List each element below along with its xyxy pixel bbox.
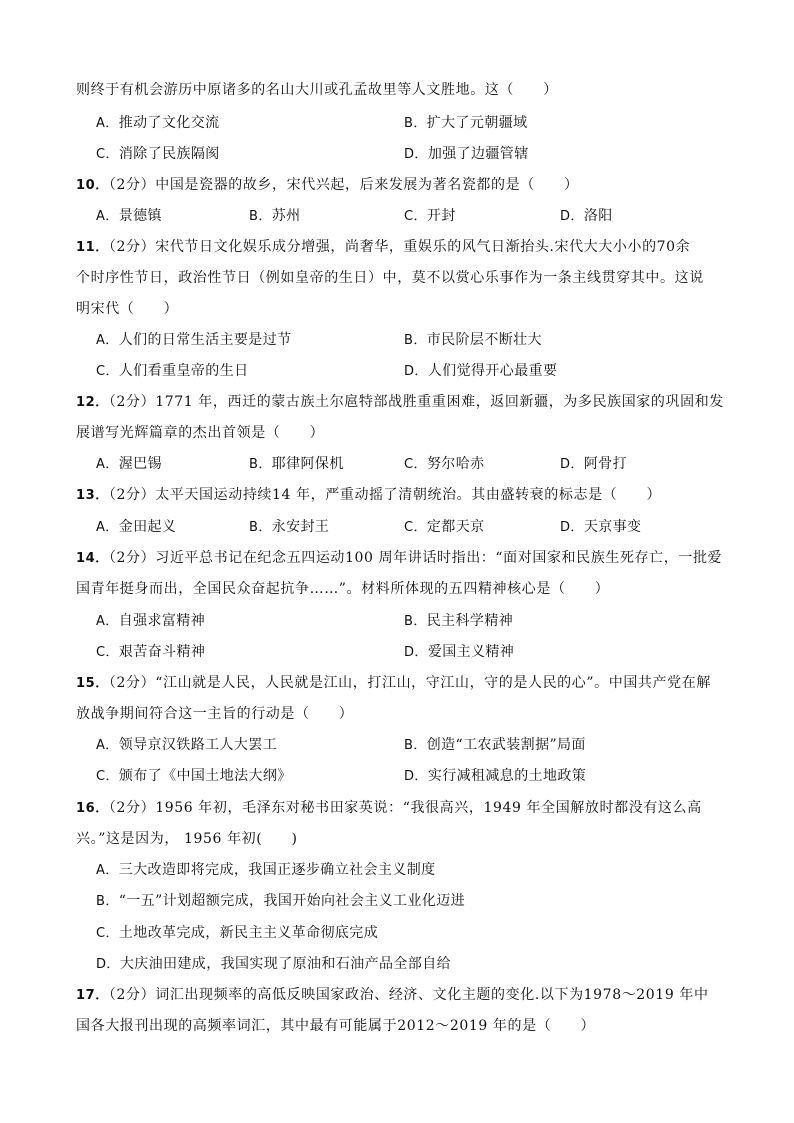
- option-key: A．: [96, 520, 119, 535]
- option-text: 人们看重皇帝的生日: [118, 363, 249, 379]
- option-key: B．: [404, 738, 427, 753]
- q13-option-b[interactable]: [249, 516, 329, 538]
- option-key: A．: [96, 863, 119, 878]
- option-key: A．: [96, 457, 119, 472]
- q16-option-b[interactable]: [96, 890, 465, 912]
- option-key: B．: [96, 894, 119, 909]
- option-text: 扩大了元朝疆域: [426, 115, 528, 131]
- option-text: 大庆油田建成，我国实现了原油和石油产品全部自给: [119, 956, 452, 972]
- option-key: B．: [249, 520, 272, 535]
- option-key: B．: [404, 333, 427, 348]
- option-key: B．: [404, 614, 427, 629]
- q10-stem: [0, 174, 794, 196]
- option-text: 艰苦奋斗精神: [118, 644, 206, 660]
- option-key: D．: [404, 147, 428, 162]
- question-text: 太平天国运动持续14 年，严重动摇了清朝统治。其由盛转衰的标志是（ ）: [155, 487, 662, 503]
- q13-option-d[interactable]: [560, 516, 641, 538]
- question-number: 12．: [76, 395, 109, 410]
- q11-option-d[interactable]: [404, 360, 557, 382]
- question-score: （2分）: [108, 177, 156, 193]
- option-key: B．: [404, 116, 427, 131]
- option-text: 三大改造即将完成，我国正逐步确立社会主义制度: [118, 862, 436, 878]
- question-score: （2分）: [108, 800, 156, 816]
- option-key: A．: [96, 614, 119, 629]
- option-text: 定都天京: [426, 519, 485, 535]
- option-key: D．: [404, 364, 428, 379]
- option-text: 永安封王: [271, 519, 330, 535]
- option-key: C．: [96, 147, 119, 162]
- q12-stem-line1: [0, 391, 794, 413]
- option-key: D．: [560, 457, 584, 472]
- option-text: 努尔哈赤: [426, 456, 485, 472]
- option-key: C．: [96, 926, 119, 941]
- option-text: 洛阳: [583, 208, 613, 224]
- question-text: 习近平总书记在纪念五四运动100 周年讲话时指出：“面对国家和民族生死存亡，一批爱: [155, 550, 723, 566]
- q15-stem-line1: [0, 672, 794, 694]
- option-key: C．: [404, 520, 427, 535]
- q10-option-b[interactable]: [249, 205, 301, 227]
- option-text: 民主科学精神: [426, 613, 514, 629]
- option-text: 自强求富精神: [118, 613, 206, 629]
- q17-stem-line2: 国各大报刊出现的高频率词汇，其中最有可能属于2012～2019 年的是（ ）: [76, 1018, 596, 1034]
- q9-option-b[interactable]: [404, 112, 528, 134]
- option-text: 耶律阿保机: [271, 456, 344, 472]
- option-text: 创造“工农武装割据”局面: [426, 737, 586, 753]
- option-key: A．: [96, 209, 119, 224]
- option-key: D．: [560, 520, 584, 535]
- q12-stem-line2: 展谱写光辉篇章的杰出首领是（ ）: [76, 425, 325, 441]
- option-text: 土地改革完成，新民主主义革命彻底完成: [118, 925, 379, 941]
- question-number: 16．: [76, 801, 109, 816]
- option-key: A．: [96, 738, 119, 753]
- option-key: A．: [96, 333, 119, 348]
- option-text: 苏州: [271, 208, 301, 224]
- option-key: D．: [96, 957, 120, 972]
- option-text: 爱国主义精神: [427, 644, 515, 660]
- q17-stem-line1: [0, 984, 794, 1006]
- question-number: 10．: [76, 178, 109, 193]
- q12-option-a[interactable]: [96, 453, 162, 475]
- option-text: 实行减租减息的土地政策: [427, 768, 587, 784]
- option-text: 消除了民族隔阂: [118, 146, 220, 162]
- q16-option-d[interactable]: [96, 953, 451, 975]
- question-score: （2分）: [108, 550, 156, 566]
- option-text: 推动了文化交流: [118, 115, 220, 131]
- question-score: （2分）: [108, 487, 156, 503]
- q13-stem: [0, 484, 794, 506]
- q11-stem-line2: 个时序性节日，政治性节日（例如皇帝的生日）中，莫不以赏心乐事作为一条主线贯穿其中。这说: [76, 270, 704, 286]
- q15-stem-line2: 放战争期间符合这一主旨的行动是（ ）: [76, 706, 354, 722]
- option-text: 景德镇: [118, 208, 162, 224]
- question-number: 11．: [76, 240, 109, 255]
- q16-stem-line1: [0, 797, 794, 819]
- q9-stem-continuation: 则终于有机会游历中原诸多的名山大川或孔孟故里等人文胜地。这（ ）: [76, 82, 558, 98]
- question-score: （2分）: [108, 675, 156, 691]
- q14-stem-line1: [0, 547, 794, 569]
- q11-stem-line1: [0, 236, 794, 258]
- option-text: 金田起义: [118, 519, 177, 535]
- option-text: 市民阶层不断壮大: [426, 332, 542, 348]
- question-text: 宋代节日文化娱乐成分增强，尚奢华，重娱乐的风气日渐抬头.宋代大大小小的70余: [155, 239, 691, 255]
- q11-option-a[interactable]: [96, 329, 292, 351]
- question-text: 词汇出现频率的高低反映国家政治、经济、文化主题的变化.以下为1978～2019 年中: [155, 987, 709, 1003]
- option-key: C．: [404, 457, 427, 472]
- q16-stem-line2: 兴。”这是因为， 1956 年初( ): [76, 831, 298, 847]
- q9-option-a[interactable]: [96, 112, 220, 134]
- option-key: D．: [404, 769, 428, 784]
- q11-option-b[interactable]: [404, 329, 542, 351]
- q15-option-d[interactable]: [404, 765, 586, 787]
- q10-option-c[interactable]: [404, 205, 456, 227]
- option-key: C．: [96, 769, 119, 784]
- option-text: 人们的日常生活主要是过节: [118, 332, 292, 348]
- option-key: B．: [249, 209, 272, 224]
- q14-stem-line2: 国青年挺身而出，全国民众奋起抗争……”。材料所体现的五四精神核心是（ ）: [76, 581, 610, 597]
- option-key: C．: [404, 209, 427, 224]
- option-text: 领导京汉铁路工人大罢工: [118, 737, 278, 753]
- question-score: （2分）: [108, 987, 156, 1003]
- option-text: “一五”计划超额完成，我国开始向社会主义工业化迈进: [118, 893, 466, 909]
- q15-option-c[interactable]: [96, 765, 292, 787]
- q10-option-a[interactable]: [96, 205, 162, 227]
- option-key: D．: [404, 645, 428, 660]
- q16-option-c[interactable]: [96, 922, 378, 944]
- option-text: 颁布了《中国土地法大纲》: [118, 768, 292, 784]
- q15-option-b[interactable]: [404, 734, 586, 756]
- option-key: C．: [96, 645, 119, 660]
- q12-option-c[interactable]: [404, 453, 485, 475]
- question-number: 13．: [76, 488, 109, 503]
- q14-option-a[interactable]: [96, 610, 205, 632]
- option-text: 渥巴锡: [118, 456, 162, 472]
- question-score: （2分）: [108, 239, 156, 255]
- q9-option-d[interactable]: [404, 143, 529, 165]
- q16-option-a[interactable]: [96, 859, 436, 881]
- q12-option-d[interactable]: [560, 453, 627, 475]
- q9-option-c[interactable]: [96, 143, 220, 165]
- q13-option-a[interactable]: [96, 516, 176, 538]
- option-key: B．: [249, 457, 272, 472]
- question-number: 15．: [76, 676, 109, 691]
- question-number: 17．: [76, 988, 109, 1003]
- option-text: 阿骨打: [583, 456, 628, 472]
- option-key: C．: [96, 364, 119, 379]
- q14-option-c[interactable]: [96, 641, 205, 663]
- option-key: D．: [560, 209, 584, 224]
- q12-option-b[interactable]: [249, 453, 344, 475]
- option-key: A．: [96, 116, 119, 131]
- q11-option-c[interactable]: [96, 360, 249, 382]
- option-text: 开封: [426, 208, 456, 224]
- q13-option-c[interactable]: [404, 516, 485, 538]
- q11-stem-line3: 明宋代（ ）: [76, 301, 179, 317]
- question-text: 1771 年，西迁的蒙古族土尔扈特部战胜重重困难，返回新疆，为多民族国家的巩固和发: [155, 394, 724, 410]
- option-text: 加强了边疆管辖: [427, 146, 529, 162]
- question-text: “江山就是人民，人民就是江山，打江山，守江山，守的是人民的心”。中国共产党在解: [155, 675, 711, 691]
- q15-option-a[interactable]: [96, 734, 277, 756]
- option-text: 人们觉得开心最重要: [427, 363, 558, 379]
- option-text: 天京事变: [583, 519, 642, 535]
- question-score: （2分）: [108, 394, 156, 410]
- q14-option-b[interactable]: [404, 610, 513, 632]
- q10-option-d[interactable]: [560, 205, 613, 227]
- q14-option-d[interactable]: [404, 641, 514, 663]
- question-text: 1956 年初，毛泽东对秘书田家英说：“我很高兴，1949 年全国解放时都没有这么高: [155, 800, 702, 816]
- question-number: 14．: [76, 551, 109, 566]
- question-text: 中国是瓷器的故乡，宋代兴起，后来发展为著名瓷都的是（ ）: [155, 177, 579, 193]
